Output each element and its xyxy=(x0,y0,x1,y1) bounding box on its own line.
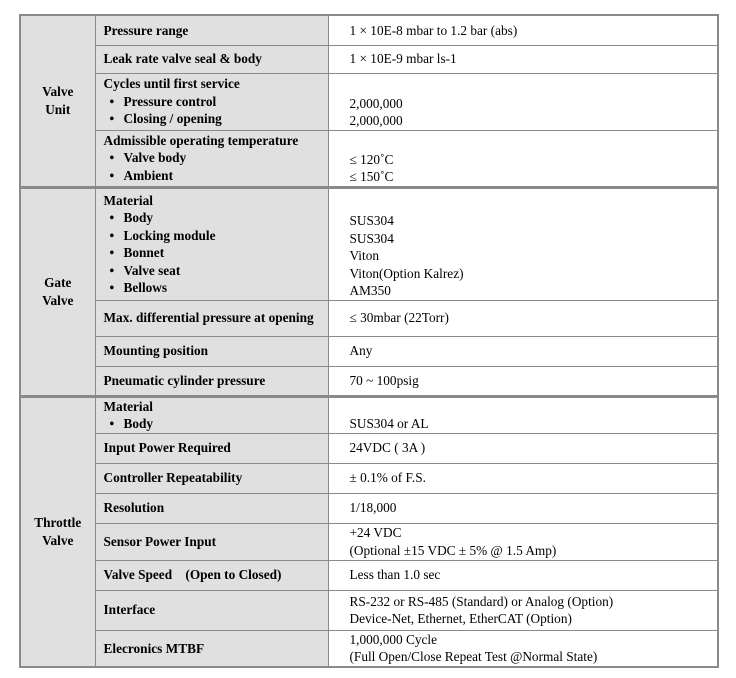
sub-item: • Ambient xyxy=(109,167,173,183)
sub-item: • Bonnet xyxy=(109,245,165,260)
row-value: 70 ~ 100psig xyxy=(328,366,718,396)
row-value: ≤ 30mbar (22Torr) xyxy=(328,300,718,336)
row-label: Controller Repeatability xyxy=(95,463,328,493)
row-value: 24VDC ( 3A ) xyxy=(328,433,718,463)
row-value: SUS304 or AL xyxy=(328,396,718,433)
group-label-line: Throttle xyxy=(34,515,82,531)
row-label: Max. differential pressure at opening xyxy=(95,300,328,336)
row-label: Valve Speed (Open to Closed) xyxy=(95,560,328,590)
sub-item: • Valve seat xyxy=(109,262,181,278)
bullet-icon: • xyxy=(109,167,115,183)
row-value: 2,000,000 2,000,000 xyxy=(328,73,718,130)
row-label: Interface xyxy=(95,590,328,630)
row-label: Material • Body • Locking module • Bonnet • Valve seat • Bellows xyxy=(95,187,328,300)
group-label-line: Gate xyxy=(44,275,72,290)
bullet-icon: • xyxy=(109,280,115,295)
row-label: Leak rate valve seal & body xyxy=(95,45,328,73)
row-value: SUS304 SUS304 Viton Viton(Option Kalrez) AM350 xyxy=(328,187,718,300)
row-label: Input Power Required xyxy=(95,433,328,463)
group-throttle-valve xyxy=(20,396,95,667)
row-label: Pressure range xyxy=(95,15,328,45)
group-label-line: Unit xyxy=(45,101,71,117)
row-label: Material • Body xyxy=(95,396,328,433)
sub-item: • Pressure control xyxy=(109,93,217,109)
row-value: ± 0.1% of F.S. xyxy=(328,463,718,493)
bullet-icon: • xyxy=(109,245,115,260)
sub-item: • Body xyxy=(109,416,154,431)
sub-item: • Locking module xyxy=(109,227,216,243)
group-label-line: Valve xyxy=(42,292,74,308)
group-valve-unit xyxy=(20,15,95,187)
row-label: Resolution xyxy=(95,493,328,523)
row-value: ≤ 120˚C ≤ 150˚C xyxy=(328,130,718,187)
spec-table xyxy=(19,14,719,668)
row-label: Sensor Power Input xyxy=(95,523,328,560)
bullet-icon: • xyxy=(109,150,115,166)
bullet-icon: • xyxy=(109,210,115,225)
group-label-line: Valve xyxy=(42,84,74,100)
row-value: Less than 1.0 sec xyxy=(328,560,718,590)
group-gate-valve xyxy=(20,187,95,396)
row-value: 1,000,000 Cycle (Full Open/Close Repeat Test @Normal State) xyxy=(328,630,718,667)
bullet-icon: • xyxy=(109,227,115,243)
row-label: Cycles until first service • Pressure control • Closing / opening xyxy=(95,73,328,130)
row-value: 1 × 10E-9 mbar ls-1 xyxy=(328,45,718,73)
row-value: 1 × 10E-8 mbar to 1.2 bar (abs) xyxy=(328,15,718,45)
row-label: Pneumatic cylinder pressure xyxy=(95,366,328,396)
sub-item: • Valve body xyxy=(109,150,187,166)
group-label-line: Valve xyxy=(42,532,74,548)
row-value: RS-232 or RS-485 (Standard) or Analog (Option) Device-Net, Ethernet, EtherCAT (Option) xyxy=(328,590,718,630)
row-label: Mounting position xyxy=(95,336,328,366)
bullet-icon: • xyxy=(109,93,115,109)
row-label: Admissible operating temperature • Valve body • Ambient xyxy=(95,130,328,187)
sub-item: • Bellows xyxy=(109,280,168,295)
row-label: Elecronics MTBF xyxy=(95,630,328,667)
bullet-icon: • xyxy=(109,111,115,127)
row-value: Any xyxy=(328,336,718,366)
row-value: +24 VDC (Optional ±15 VDC ± 5% @ 1.5 Amp) xyxy=(328,523,718,560)
sub-item: • Closing / opening xyxy=(109,111,222,127)
bullet-icon: • xyxy=(109,262,115,278)
row-value: 1/18,000 xyxy=(328,493,718,523)
bullet-icon: • xyxy=(109,416,115,431)
sub-item: • Body xyxy=(109,210,154,225)
